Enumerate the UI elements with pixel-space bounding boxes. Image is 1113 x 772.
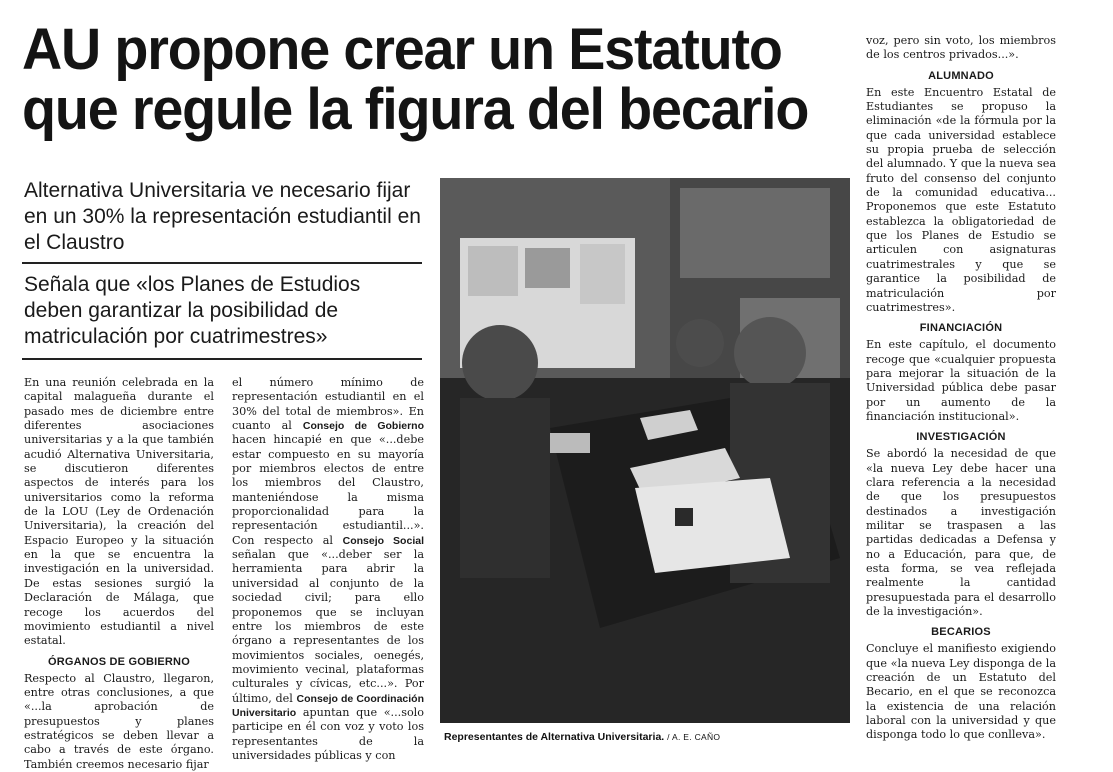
bold-term: Consejo Social: [342, 534, 424, 547]
body-paragraph: Respecto al Claustro, llegaron, entre otras conclusiones, a que «...la aprobación de presupuestos y planes estratégicos se deben llevar a cabo a través de este órgano. También creemos necesario fijar: [24, 671, 214, 771]
section-kicker: ALUMNADO: [928, 69, 994, 82]
body-paragraph: [232, 376, 424, 763]
body-paragraph: En una reunión celebrada en la capital malagueña durante el pasado mes de diciembre entre diferentes asociaciones universitarias y a la que también acudió Alternativa Universitaria, se discutieron diferentes aspectos de interés para los universitarios como la reforma de la LOU (Ley de Ordenación Universitaria), la creación del Espacio Europeo y la situación en la que se encuentra la investigación en la universidad. De estas sesiones surgió la Declaración de Málaga, que recoge los acuerdos del movimiento estudiantil a nivel estatal.: [24, 376, 214, 648]
body-text: el número mínimo de representación estudiantil en el 30% del total de miembros». En cuanto al: [232, 376, 424, 433]
bold-term: Consejo de Coordinación Universitario: [232, 692, 424, 719]
section-kicker: ÓRGANOS DE GOBIERNO: [48, 655, 190, 668]
article-column-2: [232, 376, 424, 763]
section-kicker: BECARIOS: [931, 626, 991, 639]
caption-text: Representantes de Alternativa Universitaria.: [444, 731, 665, 743]
body-text: señalan que «...deber ser la herramienta para abrir la universidad al conjunto de la sociedad civil; para ello proponemos que se incluyan entre los miembros de este órgano a representantes de los movimientos sociales, oenegés, movimiento vecinal, plataformas culturales y cívicas, etc...». Por último, del: [232, 548, 424, 705]
section-kicker: FINANCIACIÓN: [919, 322, 1003, 335]
bold-term: Consejo de Gobierno: [302, 420, 424, 433]
body-paragraph: En este capítulo, el documento recoge que «cualquier propuesta para mejorar la situación de la Universidad pública debe pasar por un aumento de la financiación institucional».: [866, 338, 1056, 423]
article-column-1: [24, 376, 214, 772]
divider-rule: [22, 262, 422, 264]
section-kicker: INVESTIGACIÓN: [916, 431, 1006, 444]
body-text: hacen hincapié en que «...debe estar compuesto en su mayoría por miembros electos de entre los miembros del Claustro, manteniéndose la misma proporcionalidad para la representación estudiantil...». Con respecto al: [232, 433, 424, 547]
photo-image: [440, 178, 850, 723]
body-paragraph: Concluye el manifiesto exigiendo que «la nueva Ley disponga de la creación de un Estatuto del Becario, en el que se reconozca la existencia de una relación laboral con la universidad y que disponga todo lo que conlleva».: [866, 642, 1056, 742]
subheadline-secondary: Señala que «los Planes de Estudios deben garantizar la posibilidad de matriculación por cuatrimestres»: [24, 273, 361, 348]
body-text: apuntan que «...solo participe en él con voz y voto los representantes de la universidades públicas y con: [232, 705, 424, 762]
subheadline-primary: Alternativa Universitaria ve necesario fijar en un 30% la representación estudiantil en el Claustro: [24, 179, 421, 254]
headline: AU propone crear un Estatuto que regule la figura del becario: [22, 17, 809, 142]
article-column-3: [866, 34, 1056, 743]
body-paragraph: voz, pero sin voto, los miembros de los centros privados...».: [866, 34, 1056, 62]
body-paragraph: Se abordó la necesidad de que «la nueva Ley debe hacer una clara referencia a la necesidad de que los presupuestos destinados a investigación militar se traspasen a las partidas dedicadas a Defensa y no a Educación, para que, de esta forma, se vea reflejada realmente la cantidad presupuestada para el desarrollo de la investigación».: [866, 447, 1056, 619]
divider-rule: [22, 358, 422, 360]
photo-caption: [444, 731, 854, 743]
body-paragraph: En este Encuentro Estatal de Estudiantes se propuso la eliminación «de la fórmula por la que cada universidad establece su propia prueba de selección del alumnado. Y que la nueva sea fruto del consenso del conjunto de la comunidad educativa... Proponemos que este Estatuto establezca la obligatoriedad de que los Planes de Estudio se articulen con asignaturas cuatrimestrales y que se garantice la posibilidad de matriculación por cuatrimestres».: [866, 85, 1056, 314]
photo-credit: / A. E. CAÑO: [667, 732, 721, 742]
photo: [440, 178, 850, 723]
